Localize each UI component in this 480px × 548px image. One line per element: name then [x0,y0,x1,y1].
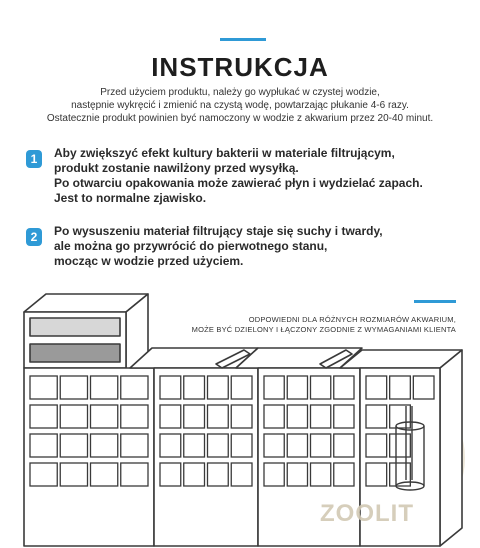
filter-cell [334,405,354,428]
step-line: Po otwarciu opakowania może zawierać płyn i wydzielać zapach. [54,176,423,190]
filter-cell [160,376,181,399]
filter-cell [60,376,87,399]
page-title: INSTRUKCJA [151,52,329,82]
filter-cell [91,463,118,486]
intro-line: Ostatecznie produkt powinien być namoczony w wodzie z akwarium przez 20-40 minut. [46,113,434,124]
filter-cell [311,463,331,486]
filter-cell [160,405,181,428]
filter-cell [208,376,229,399]
step-line: Aby zwiększyć efekt kultury bakterii w materiale filtrującym, [54,146,395,160]
filter-cell [334,376,354,399]
filter-cell [231,434,252,457]
filter-cell [287,405,307,428]
step-1-number-badge: 1 [26,150,42,168]
intro-text [20,86,460,125]
step-2-number-badge: 2 [26,228,42,246]
caption-line: MOŻE BYĆ DZIELONY I ŁĄCZONY ZGODNIE Z WYMAGANIAMI KLIENTA [191,325,456,334]
filter-cell [311,376,331,399]
filter-cell [91,376,118,399]
filter-cell [121,405,148,428]
filter-cell [390,405,411,428]
filter-cell [366,405,387,428]
step-line: mocząc w wodzie przed użyciem. [54,254,244,268]
filter-cell [91,405,118,428]
filter-cell [121,376,148,399]
filter-cell [160,434,181,457]
side-accent-bar [414,300,456,303]
filter-cell [287,434,307,457]
filter-cell [30,463,57,486]
filter-cell [184,376,205,399]
filter-cell [231,463,252,486]
step-line: ale można go przywrócić do pierwotnego stanu, [54,239,328,253]
filter-cell [208,463,229,486]
caption-text [192,315,456,335]
intro-line: Przed użyciem produktu, należy go wypłukać w czystej wodzie, [100,87,380,98]
filter-cell [231,376,252,399]
filter-cell [413,376,434,399]
filter-cell [30,405,57,428]
step-2-text [54,224,383,269]
filter-cell [184,434,205,457]
filter-cell [264,463,284,486]
filter-cell [60,405,87,428]
filter-cell [208,434,229,457]
watermark-logo: ZOOLIT [320,500,414,527]
filter-cell [121,463,148,486]
step-line: Po wysuszeniu materiał filtrujący staje się suchy i twardy, [54,224,383,238]
filter-cell [390,434,411,457]
filter-cell [184,463,205,486]
filter-cell [264,434,284,457]
filter-cell [264,376,284,399]
filter-cell [60,463,87,486]
filter-cell [91,434,118,457]
step-line: produkt zostanie nawilżony przed wysyłką. [54,161,299,175]
top-accent-bar [220,38,266,41]
filter-cell [311,405,331,428]
filter-cell [390,376,411,399]
filter-cell [366,376,387,399]
filter-cell [366,463,387,486]
caption-line: ODPOWIEDNI DLA RÓŻNYCH ROZMIARÓW AKWARIUM, [248,315,456,324]
filter-cell [184,405,205,428]
filter-cell [208,405,229,428]
filter-cell [264,405,284,428]
filter-cell [60,434,87,457]
intro-line: następnie wykręcić i zmienić na czystą wodę, powtarzając płukanie 4-6 razy. [71,100,409,111]
filter-cell [231,405,252,428]
filter-cell [287,376,307,399]
filter-cell [311,434,331,457]
step-line: Jest to normalne zjawisko. [54,191,207,205]
filter-cell [30,376,57,399]
filter-cell [287,463,307,486]
filter-cell [160,463,181,486]
filter-cell [334,463,354,486]
filter-cell [121,434,148,457]
filter-cell [334,434,354,457]
filter-cell [30,434,57,457]
step-1-text [54,146,423,206]
filter-cell [366,434,387,457]
